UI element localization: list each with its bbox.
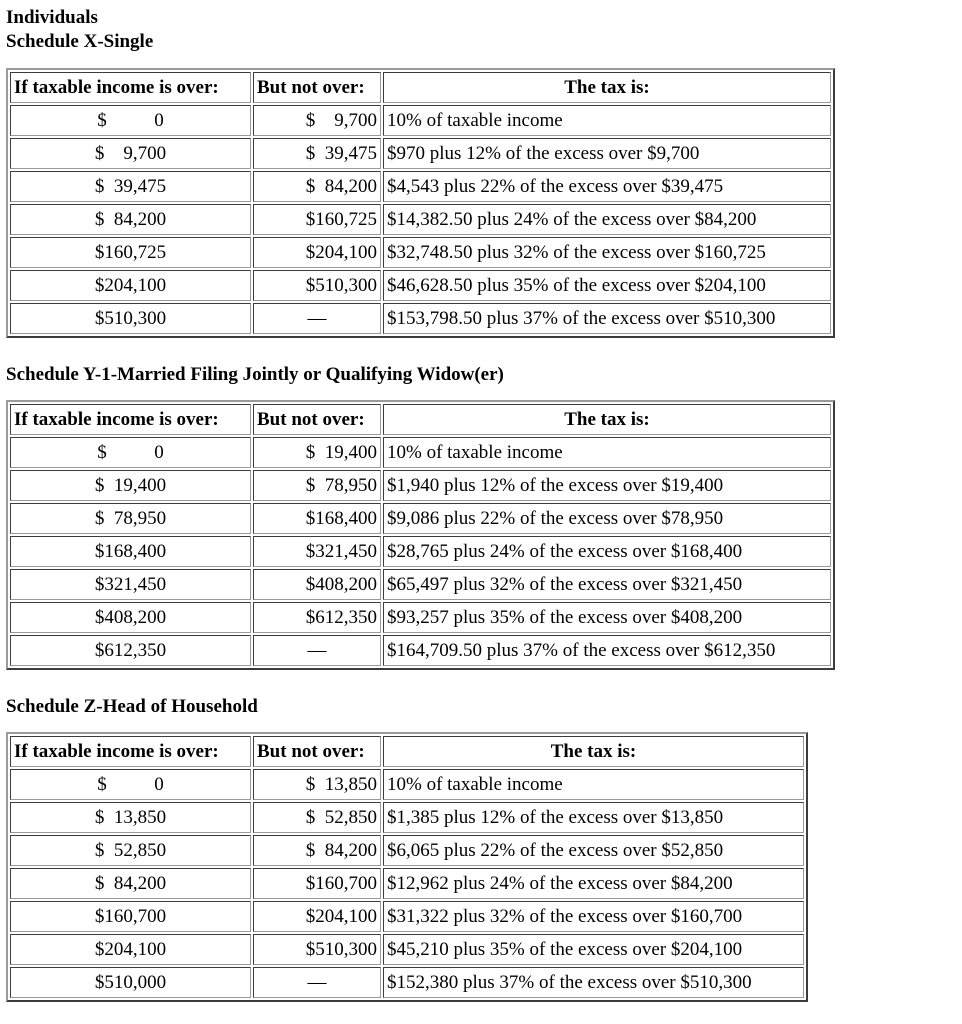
cell-over: $ 13,850 <box>10 802 251 833</box>
table-row <box>10 303 831 334</box>
table-row <box>10 270 831 301</box>
cell-not-over: $ 39,475 <box>253 138 381 169</box>
schedule-z-table <box>6 732 808 1002</box>
cell-over: $321,450 <box>10 569 251 600</box>
cell-over: $510,300 <box>10 303 251 334</box>
table-row <box>10 138 831 169</box>
header-over: If taxable income is over: <box>10 736 251 767</box>
header-over: If taxable income is over: <box>10 404 251 435</box>
header-over: If taxable income is over: <box>10 72 251 103</box>
table-row <box>10 868 804 899</box>
cell-tax: 10% of taxable income <box>383 105 831 136</box>
cell-not-over: $ 9,700 <box>253 105 381 136</box>
cell-not-over: $204,100 <box>253 237 381 268</box>
cell-tax: $164,709.50 plus 37% of the excess over $612,350 <box>383 635 831 666</box>
cell-over: $ 0 <box>10 105 251 136</box>
table-row <box>10 204 831 235</box>
table-header-row <box>10 72 831 103</box>
cell-tax: $153,798.50 plus 37% of the excess over $510,300 <box>383 303 831 334</box>
cell-over: $ 84,200 <box>10 868 251 899</box>
table-row <box>10 901 804 932</box>
table-row <box>10 470 831 501</box>
cell-over: $ 52,850 <box>10 835 251 866</box>
table-row <box>10 569 831 600</box>
cell-over: $168,400 <box>10 536 251 567</box>
cell-tax: $1,940 plus 12% of the excess over $19,400 <box>383 470 831 501</box>
header-not-over: But not over: <box>253 72 381 103</box>
table-row <box>10 437 831 468</box>
schedule-x-table <box>6 68 835 338</box>
cell-over: $204,100 <box>10 270 251 301</box>
cell-over: $ 19,400 <box>10 470 251 501</box>
cell-tax: $9,086 plus 22% of the excess over $78,950 <box>383 503 831 534</box>
cell-tax: $32,748.50 plus 32% of the excess over $160,725 <box>383 237 831 268</box>
cell-not-over: $ 78,950 <box>253 470 381 501</box>
cell-not-over: $ 19,400 <box>253 437 381 468</box>
cell-tax: $28,765 plus 24% of the excess over $168,400 <box>383 536 831 567</box>
cell-tax: 10% of taxable income <box>383 437 831 468</box>
cell-not-over: $ 84,200 <box>253 171 381 202</box>
table-row <box>10 769 804 800</box>
table-header-row <box>10 404 831 435</box>
header-not-over: But not over: <box>253 736 381 767</box>
cell-tax: $4,543 plus 22% of the excess over $39,475 <box>383 171 831 202</box>
cell-over: $ 0 <box>10 437 251 468</box>
cell-not-over: $408,200 <box>253 569 381 600</box>
cell-tax: $1,385 plus 12% of the excess over $13,850 <box>383 802 804 833</box>
cell-over: $160,725 <box>10 237 251 268</box>
table-row <box>10 802 804 833</box>
table-row <box>10 635 831 666</box>
cell-over: $ 9,700 <box>10 138 251 169</box>
cell-not-over: — <box>253 303 381 334</box>
cell-tax: 10% of taxable income <box>383 769 804 800</box>
cell-over: $ 0 <box>10 769 251 800</box>
cell-tax: $93,257 plus 35% of the excess over $408,200 <box>383 602 831 633</box>
cell-over: $ 84,200 <box>10 204 251 235</box>
cell-over: $ 78,950 <box>10 503 251 534</box>
cell-tax: $6,065 plus 22% of the excess over $52,850 <box>383 835 804 866</box>
page-title: Individuals <box>6 7 98 28</box>
table-header-row <box>10 736 804 767</box>
cell-tax: $65,497 plus 32% of the excess over $321,450 <box>383 569 831 600</box>
header-tax: The tax is: <box>383 404 831 435</box>
cell-tax: $14,382.50 plus 24% of the excess over $84,200 <box>383 204 831 235</box>
cell-over: $ 39,475 <box>10 171 251 202</box>
cell-tax: $45,210 plus 35% of the excess over $204,100 <box>383 934 804 965</box>
cell-tax: $46,628.50 plus 35% of the excess over $204,100 <box>383 270 831 301</box>
cell-not-over: $510,300 <box>253 934 381 965</box>
table-row <box>10 967 804 998</box>
cell-not-over: $ 52,850 <box>253 802 381 833</box>
table-row <box>10 602 831 633</box>
cell-not-over: $510,300 <box>253 270 381 301</box>
cell-not-over: $ 84,200 <box>253 835 381 866</box>
cell-not-over: $321,450 <box>253 536 381 567</box>
table-row <box>10 835 804 866</box>
schedule-y1-title: Schedule Y-1-Married Filing Jointly or Qualifying Widow(er) <box>6 364 504 385</box>
cell-not-over: $160,725 <box>253 204 381 235</box>
header-tax: The tax is: <box>383 736 804 767</box>
cell-not-over: $160,700 <box>253 868 381 899</box>
schedule-x-title: Schedule X-Single <box>6 31 154 52</box>
table-row <box>10 934 804 965</box>
header-not-over: But not over: <box>253 404 381 435</box>
cell-over: $160,700 <box>10 901 251 932</box>
cell-tax: $152,380 plus 37% of the excess over $510,300 <box>383 967 804 998</box>
cell-not-over: $168,400 <box>253 503 381 534</box>
cell-not-over: $204,100 <box>253 901 381 932</box>
schedule-y1-table <box>6 400 835 670</box>
header-tax: The tax is: <box>383 72 831 103</box>
cell-tax: $970 plus 12% of the excess over $9,700 <box>383 138 831 169</box>
schedule-z-title: Schedule Z-Head of Household <box>6 696 258 717</box>
table-row <box>10 536 831 567</box>
cell-tax: $31,322 plus 32% of the excess over $160,700 <box>383 901 804 932</box>
cell-over: $510,000 <box>10 967 251 998</box>
table-row <box>10 503 831 534</box>
table-row <box>10 105 831 136</box>
cell-over: $408,200 <box>10 602 251 633</box>
table-row <box>10 237 831 268</box>
cell-over: $204,100 <box>10 934 251 965</box>
cell-not-over: $ 13,850 <box>253 769 381 800</box>
cell-not-over: $612,350 <box>253 602 381 633</box>
cell-not-over: — <box>253 967 381 998</box>
cell-not-over: — <box>253 635 381 666</box>
cell-tax: $12,962 plus 24% of the excess over $84,200 <box>383 868 804 899</box>
table-row <box>10 171 831 202</box>
cell-over: $612,350 <box>10 635 251 666</box>
